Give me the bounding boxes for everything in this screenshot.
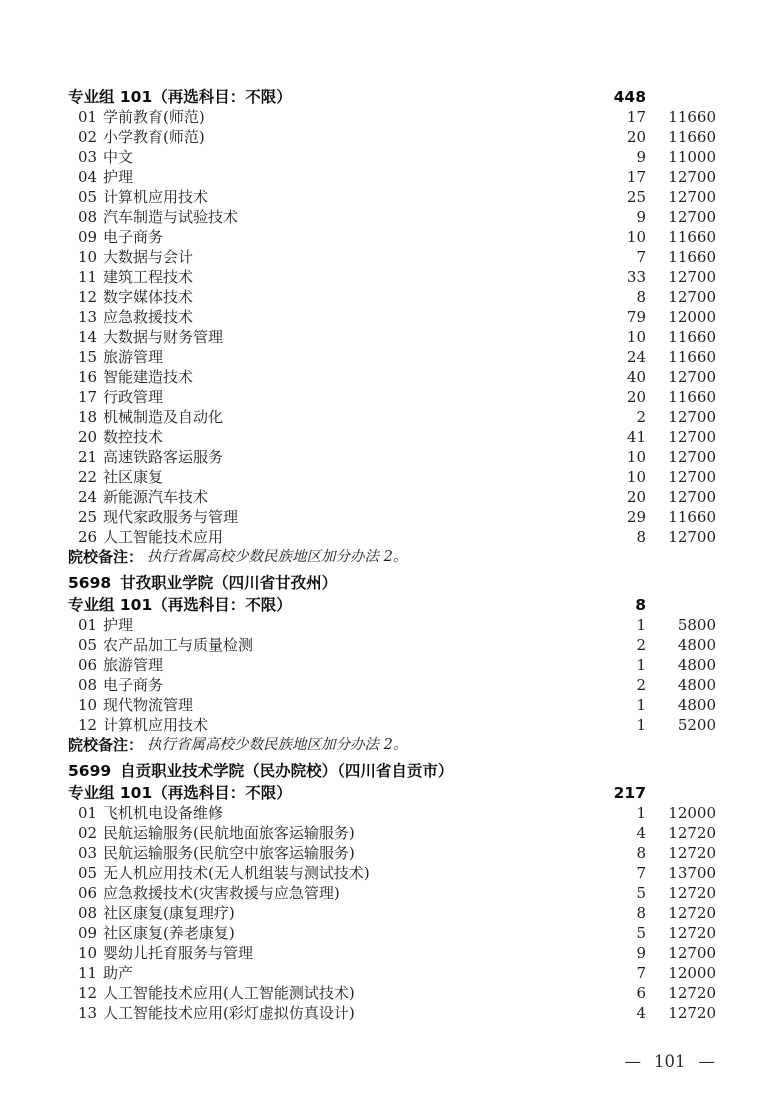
plan-count: 40 (626, 368, 646, 386)
major-row (68, 407, 716, 427)
major-name: 人工智能技术应用 (103, 528, 224, 546)
plan-count: 2 (636, 636, 646, 654)
major-row (68, 327, 716, 347)
major-row (68, 247, 716, 267)
tuition-fee: 12000 (668, 964, 716, 982)
plan-count: 4 (636, 824, 646, 842)
major-row (68, 367, 716, 387)
major-code: 13 (78, 308, 98, 326)
major-code: 09 (78, 228, 98, 246)
major-row (68, 507, 716, 527)
major-name: 学前教育(师范) (103, 108, 205, 126)
plan-count: 10 (626, 448, 646, 466)
major-name: 民航运输服务(民航地面旅客运输服务) (103, 824, 355, 842)
major-code: 02 (78, 824, 98, 842)
remark-text: 执行省属高校少数民族地区加分办法 2。 (147, 737, 408, 753)
major-name: 旅游管理 (103, 656, 164, 674)
major-row (68, 167, 716, 187)
plan-count: 29 (626, 508, 646, 526)
major-name: 人工智能技术应用(人工智能测试技术) (103, 984, 355, 1002)
major-row (68, 843, 716, 863)
plan-count: 10 (626, 468, 646, 486)
major-row (68, 427, 716, 447)
plan-count: 8 (636, 844, 646, 862)
major-code: 13 (78, 1004, 98, 1022)
plan-count: 8 (636, 288, 646, 306)
major-row (68, 467, 716, 487)
group-label: 专业组 101（再选科目：不限） (68, 784, 292, 802)
school-header (68, 760, 716, 783)
major-code: 05 (78, 188, 98, 206)
major-name: 数字媒体技术 (103, 288, 194, 306)
major-row (68, 695, 716, 715)
plan-count: 4 (636, 1004, 646, 1022)
major-row (68, 527, 716, 547)
major-code: 24 (78, 488, 98, 506)
tuition-fee: 11660 (668, 348, 716, 366)
major-code: 01 (78, 616, 98, 634)
plan-count: 24 (626, 348, 646, 366)
plan-count: 7 (636, 964, 646, 982)
plan-count: 1 (636, 616, 646, 634)
tuition-fee: 4800 (677, 696, 716, 714)
major-code: 25 (78, 508, 98, 526)
tuition-fee: 4800 (677, 636, 716, 654)
major-code: 05 (78, 864, 98, 882)
school-name: 自贡职业技术学院（民办院校）（四川省自贡市） (120, 762, 454, 780)
major-name: 电子商务 (103, 228, 164, 246)
group-fee-spacer (646, 783, 716, 803)
major-group-header (68, 595, 716, 615)
major-name: 数控技术 (103, 428, 164, 446)
plan-count: 2 (636, 408, 646, 426)
major-row (68, 227, 716, 247)
major-row (68, 347, 716, 367)
major-name: 现代家政服务与管理 (103, 508, 239, 526)
major-name: 智能建造技术 (103, 368, 194, 386)
plan-count: 20 (626, 488, 646, 506)
tuition-fee: 12000 (668, 308, 716, 326)
major-code: 26 (78, 528, 98, 546)
plan-count: 7 (636, 248, 646, 266)
major-row (68, 207, 716, 227)
major-code: 03 (78, 148, 98, 166)
group-fee-spacer (646, 87, 716, 107)
major-name: 电子商务 (103, 676, 164, 694)
major-code: 12 (78, 984, 98, 1002)
major-name: 行政管理 (103, 388, 164, 406)
tuition-fee: 12720 (668, 984, 716, 1002)
major-row (68, 1003, 716, 1023)
major-code: 08 (78, 904, 98, 922)
tuition-fee: 12720 (668, 844, 716, 862)
tuition-fee: 12720 (668, 904, 716, 922)
tuition-fee: 5800 (677, 616, 716, 634)
major-code: 10 (78, 248, 98, 266)
plan-count: 1 (636, 696, 646, 714)
plan-count: 20 (626, 128, 646, 146)
school-code: 5698 (68, 574, 112, 592)
major-name: 社区康复(康复理疗) (103, 904, 235, 922)
major-name: 社区康复 (103, 468, 164, 486)
major-code: 22 (78, 468, 98, 486)
major-row (68, 923, 716, 943)
major-name: 计算机应用技术 (103, 716, 209, 734)
tuition-fee: 12700 (668, 288, 716, 306)
major-code: 11 (78, 268, 98, 286)
remark-text: 执行省属高校少数民族地区加分办法 2。 (147, 549, 408, 565)
major-code: 06 (78, 884, 98, 902)
group-plan-count: 448 (613, 88, 646, 106)
group-plan-count: 8 (635, 596, 646, 614)
tuition-fee: 12720 (668, 924, 716, 942)
major-code: 18 (78, 408, 98, 426)
tuition-fee: 11660 (668, 108, 716, 126)
major-code: 08 (78, 676, 98, 694)
major-group-header (68, 87, 716, 107)
major-row (68, 943, 716, 963)
footer-dash-right: — (698, 1052, 715, 1071)
major-row (68, 307, 716, 327)
plan-count: 20 (626, 388, 646, 406)
major-code: 17 (78, 388, 98, 406)
plan-count: 9 (636, 148, 646, 166)
major-row (68, 863, 716, 883)
major-row (68, 803, 716, 823)
major-row (68, 675, 716, 695)
major-name: 社区康复(养老康复) (103, 924, 235, 942)
major-name: 计算机应用技术 (103, 188, 209, 206)
major-row (68, 615, 716, 635)
major-code: 02 (78, 128, 98, 146)
major-name: 建筑工程技术 (103, 268, 194, 286)
tuition-fee: 12720 (668, 884, 716, 902)
plan-count: 79 (626, 308, 646, 326)
major-row (68, 655, 716, 675)
major-name: 民航运输服务(民航空中旅客运输服务) (103, 844, 355, 862)
plan-count: 6 (636, 984, 646, 1002)
school-code: 5699 (68, 762, 112, 780)
major-code: 16 (78, 368, 98, 386)
tuition-fee: 11000 (668, 148, 716, 166)
major-code: 11 (78, 964, 98, 982)
school-header (68, 572, 716, 595)
plan-count: 1 (636, 716, 646, 734)
plan-count: 8 (636, 528, 646, 546)
tuition-fee: 12700 (668, 188, 716, 206)
major-row (68, 187, 716, 207)
tuition-fee: 4800 (677, 676, 716, 694)
plan-count: 10 (626, 228, 646, 246)
tuition-fee: 12700 (668, 944, 716, 962)
tuition-fee: 11660 (668, 388, 716, 406)
plan-count: 5 (636, 924, 646, 942)
group-label: 专业组 101（再选科目：不限） (68, 88, 292, 106)
major-name: 助产 (103, 964, 134, 982)
major-code: 14 (78, 328, 98, 346)
plan-count: 10 (626, 328, 646, 346)
major-row (68, 447, 716, 467)
major-row (68, 487, 716, 507)
major-code: 12 (78, 716, 98, 734)
remark-label: 院校备注： (68, 548, 144, 566)
plan-count: 5 (636, 884, 646, 902)
tuition-fee: 12700 (668, 488, 716, 506)
plan-count: 9 (636, 944, 646, 962)
major-code: 05 (78, 636, 98, 654)
tuition-fee: 12700 (668, 428, 716, 446)
tuition-fee: 11660 (668, 228, 716, 246)
major-name: 飞机机电设备维修 (103, 804, 224, 822)
plan-count: 1 (636, 656, 646, 674)
major-name: 应急救援技术(灾害救援与应急管理) (103, 884, 340, 902)
school-remark (68, 547, 716, 567)
major-name: 护理 (103, 168, 134, 186)
group-plan-count: 217 (613, 784, 646, 802)
footer-dash-left: — (624, 1052, 641, 1071)
tuition-fee: 11660 (668, 508, 716, 526)
plan-count: 33 (626, 268, 646, 286)
plan-count: 1 (636, 804, 646, 822)
tuition-fee: 12720 (668, 1004, 716, 1022)
group-fee-spacer (646, 595, 716, 615)
major-name: 机械制造及自动化 (103, 408, 224, 426)
major-code: 01 (78, 108, 98, 126)
major-code: 04 (78, 168, 98, 186)
major-name: 农产品加工与质量检测 (103, 636, 254, 654)
plan-count: 17 (626, 168, 646, 186)
tuition-fee: 11660 (668, 128, 716, 146)
plan-count: 17 (626, 108, 646, 126)
major-row (68, 983, 716, 1003)
tuition-fee: 12700 (668, 468, 716, 486)
school-name: 甘孜职业学院（四川省甘孜州） (120, 574, 338, 592)
tuition-fee: 12700 (668, 368, 716, 386)
tuition-fee: 12700 (668, 208, 716, 226)
major-code: 15 (78, 348, 98, 366)
tuition-fee: 12700 (668, 448, 716, 466)
major-name: 护理 (103, 616, 134, 634)
major-name: 高速铁路客运服务 (103, 448, 224, 466)
major-row (68, 107, 716, 127)
tuition-fee: 12700 (668, 268, 716, 286)
major-row (68, 963, 716, 983)
major-row (68, 127, 716, 147)
major-code: 03 (78, 844, 98, 862)
major-row (68, 287, 716, 307)
major-row (68, 387, 716, 407)
major-name: 应急救援技术 (103, 308, 194, 326)
tuition-fee: 5200 (677, 716, 716, 734)
major-row (68, 267, 716, 287)
plan-count: 2 (636, 676, 646, 694)
major-name: 汽车制造与试验技术 (103, 208, 239, 226)
tuition-fee: 11660 (668, 248, 716, 266)
remark-label: 院校备注： (68, 736, 144, 754)
tuition-fee: 12700 (668, 408, 716, 426)
major-name: 新能源汽车技术 (103, 488, 209, 506)
major-name: 旅游管理 (103, 348, 164, 366)
major-group-header (68, 783, 716, 803)
major-name: 人工智能技术应用(彩灯虚拟仿真设计) (103, 1004, 355, 1022)
major-name: 大数据与会计 (103, 248, 194, 266)
major-code: 10 (78, 696, 98, 714)
major-code: 12 (78, 288, 98, 306)
major-code: 01 (78, 804, 98, 822)
major-row (68, 635, 716, 655)
major-code: 10 (78, 944, 98, 962)
major-name: 现代物流管理 (103, 696, 194, 714)
footer-page-number: 101 (654, 1052, 686, 1071)
tuition-fee: 13700 (668, 864, 716, 882)
school-remark (68, 735, 716, 755)
tuition-fee: 11660 (668, 328, 716, 346)
tuition-fee: 12000 (668, 804, 716, 822)
plan-count: 7 (636, 864, 646, 882)
admissions-list (68, 87, 716, 1023)
major-row (68, 823, 716, 843)
major-code: 21 (78, 448, 98, 466)
major-name: 中文 (103, 148, 134, 166)
major-code: 20 (78, 428, 98, 446)
plan-count: 41 (626, 428, 646, 446)
major-code: 08 (78, 208, 98, 226)
tuition-fee: 12720 (668, 824, 716, 842)
major-row (68, 147, 716, 167)
tuition-fee: 12700 (668, 168, 716, 186)
major-name: 小学教育(师范) (103, 128, 205, 146)
group-label: 专业组 101（再选科目：不限） (68, 596, 292, 614)
plan-count: 8 (636, 904, 646, 922)
major-name: 婴幼儿托育服务与管理 (103, 944, 254, 962)
plan-count: 25 (626, 188, 646, 206)
major-row (68, 883, 716, 903)
plan-count: 9 (636, 208, 646, 226)
major-row (68, 903, 716, 923)
major-name: 大数据与财务管理 (103, 328, 224, 346)
page-footer (625, 1052, 716, 1071)
major-name: 无人机应用技术(无人机组装与测试技术) (103, 864, 370, 882)
major-code: 06 (78, 656, 98, 674)
tuition-fee: 4800 (677, 656, 716, 674)
major-code: 09 (78, 924, 98, 942)
tuition-fee: 12700 (668, 528, 716, 546)
major-row (68, 715, 716, 735)
